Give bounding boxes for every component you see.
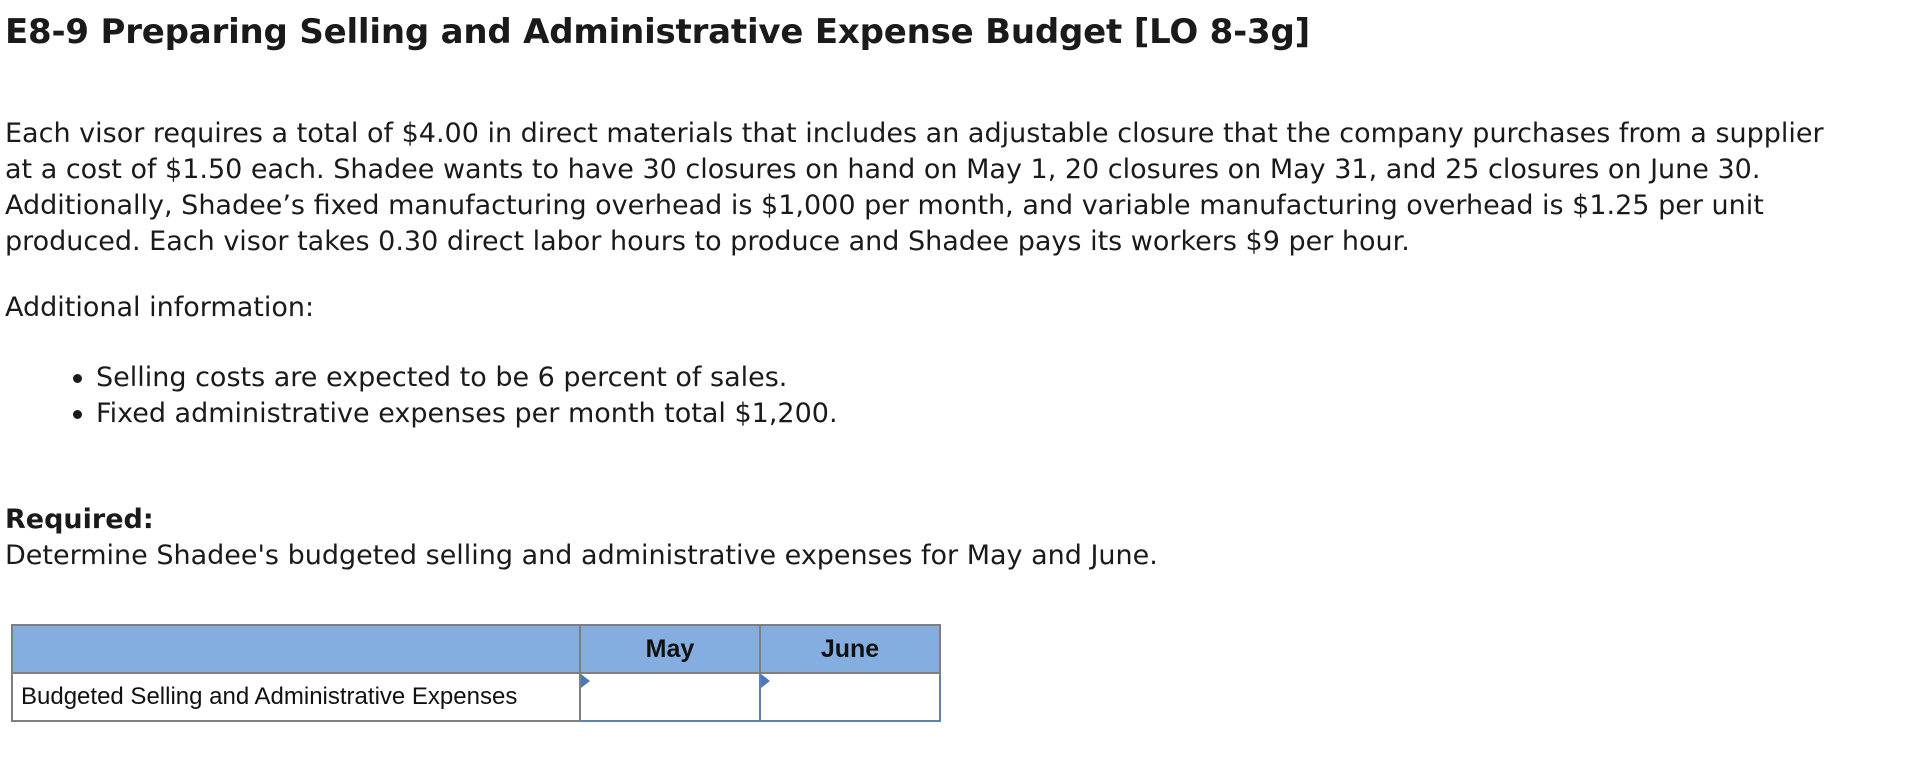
june-answer-cell xyxy=(760,673,940,721)
description-line: at a cost of $1.50 each. Shadee wants to have 30 closures on hand on May 1, 20 closures on May 31, and 25 closures on June 30. xyxy=(5,154,1761,185)
description-line: Additionally, Shadee’s fixed manufacturing overhead is $1,000 per month, and variable manufacturing overhead is $1.25 per unit xyxy=(5,190,1764,221)
bullet-icon xyxy=(73,410,82,419)
required-label: Required: xyxy=(5,504,154,535)
description-line: produced. Each visor takes 0.30 direct labor hours to produce and Shadee pays its workers $9 per hour. xyxy=(5,226,1410,257)
required-text: Determine Shadee's budgeted selling and administrative expenses for May and June. xyxy=(5,540,1158,571)
row-label-budgeted-sa-expenses: Budgeted Selling and Administrative Expenses xyxy=(12,673,580,721)
bullet-text: Fixed administrative expenses per month total $1,200. xyxy=(96,398,838,429)
table-row xyxy=(12,673,940,721)
cell-marker-icon xyxy=(761,674,770,688)
problem-description xyxy=(5,116,1905,260)
bullet-text: Selling costs are expected to be 6 percent of sales. xyxy=(96,362,788,393)
table-header-row xyxy=(12,625,940,673)
problem-title: E8-9 Preparing Selling and Administrative Expense Budget [LO 8-3g] xyxy=(5,12,1310,52)
description-line: Each visor requires a total of $4.00 in direct materials that includes an adjustable closure that the company purchases from a supplier xyxy=(5,118,1824,149)
bullet-icon xyxy=(73,374,82,383)
list-item xyxy=(5,360,838,396)
may-expense-input[interactable] xyxy=(581,674,759,720)
header-blank-cell xyxy=(12,625,580,673)
additional-info-label: Additional information: xyxy=(5,292,315,323)
list-item xyxy=(5,396,838,432)
header-june: June xyxy=(760,625,940,673)
additional-info-list xyxy=(5,360,838,432)
budget-answer-table xyxy=(11,624,941,722)
may-answer-cell xyxy=(580,673,760,721)
cell-marker-icon xyxy=(581,674,590,688)
header-may: May xyxy=(580,625,760,673)
june-expense-input[interactable] xyxy=(761,674,939,720)
